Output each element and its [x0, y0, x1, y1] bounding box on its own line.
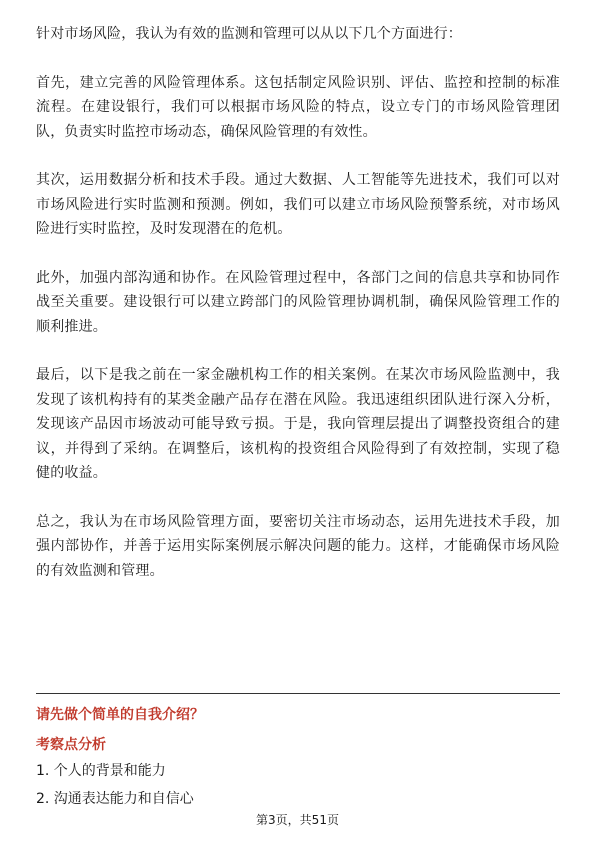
paragraph-second: 其次，运用数据分析和技术手段。通过大数据、人工智能等先进技术，我们可以对市场风险进行实时监测和预测。例如，我们可以建立市场风险预警系统，对市场风险进行实时监控，及时发现潜在的危机。 — [36, 172, 560, 237]
analysis-point: 2. 沟通表达能力和自信心 — [36, 791, 194, 807]
paragraph-intro: 针对市场风险，我认为有效的监测和管理可以从以下几个方面进行： — [36, 26, 462, 42]
paragraph-conclusion: 总之，我认为在市场风险管理方面，要密切关注市场动态，运用先进技术手段，加强内部协作，并善于运用实际案例展示解决问题的能力。这样，才能确保市场风险的有效监测和管理。 — [36, 513, 560, 579]
answer-body — [36, 22, 560, 607]
analysis-heading: 考察点分析 — [36, 737, 106, 753]
analysis-point: 1. 个人的背景和能力 — [36, 763, 166, 779]
section-divider — [36, 693, 560, 694]
paragraph-first: 首先，建立完善的风险管理体系。这包括制定风险识别、评估、监控和控制的标准流程。在建设银行，我们可以根据市场风险的特点，设立专门的市场风险管理团队，负责实时监控市场动态，确保风险管理的有效性。 — [36, 74, 560, 140]
question-title: 请先做个简单的自我介绍？ — [36, 707, 204, 723]
page-indicator: 第3页，共51页 — [256, 813, 339, 827]
paragraph-third: 此外，加强内部沟通和协作。在风险管理过程中，各部门之间的信息共享和协同作战至关重要。建设银行可以建立跨部门的风险管理协调机制，确保风险管理工作的顺利推进。 — [36, 269, 560, 335]
paragraph-case: 最后，以下是我之前在一家金融机构工作的相关案例。在某次市场风险监测中，我发现了该机构持有的某类金融产品存在潜在风险。我迅速组织团队进行深入分析，发现该产品因市场波动可能导致亏损。于是，我向管理层提出了调整投资组合的建议，并得到了采纳。在调整后，该机构的投资组合风险得到了有效控制，实现了稳健的收益。 — [36, 367, 560, 481]
